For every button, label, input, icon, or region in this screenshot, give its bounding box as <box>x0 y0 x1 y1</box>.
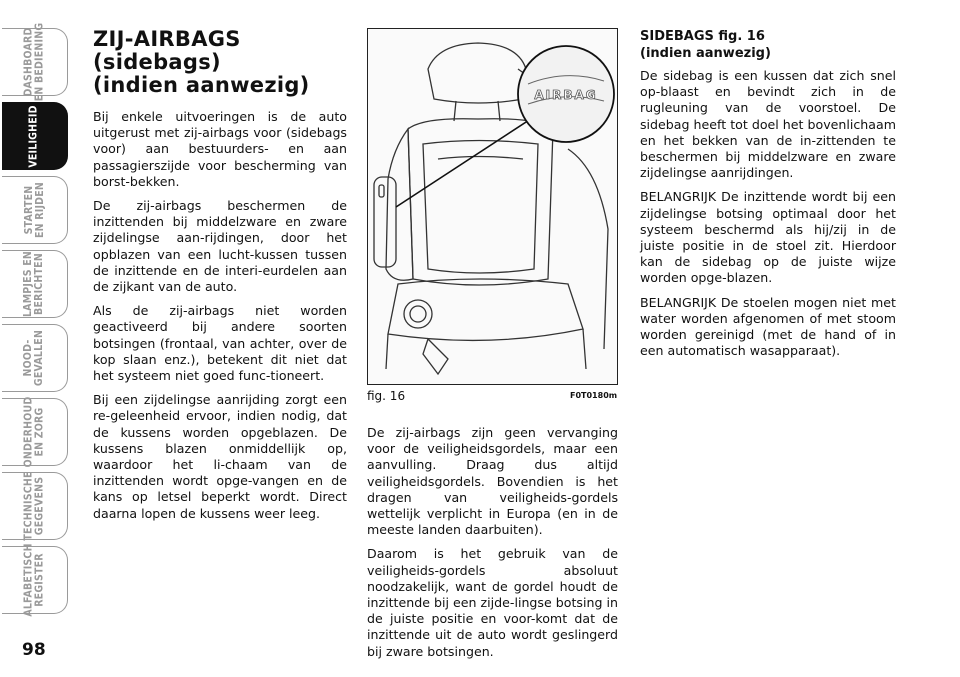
tab-onderhoud[interactable]: ONDERHOUD EN ZORG <box>2 398 68 466</box>
paragraph: Bij enkele uitvoeringen is de auto uitgerust met zij-airbags voor (sidebags voor) aan bestuurders- en aan passagierszijde voor bescherming van borst-bekken. <box>93 109 347 189</box>
column-left <box>93 28 347 530</box>
paragraph: De zij-airbags beschermen de inzittenden bij middelzware en zware zijdelingse aan-rijdingen, door het opblazen van een lucht-kussen tussen de inzittende en de interi-eurdelen aan de zijkant van de auto. <box>93 198 347 295</box>
subsection-title: SIDEBAGS fig. 16 (indien aanwezig) <box>640 29 771 61</box>
paragraph: BELANGRIJK De inzittende wordt bij een zijdelingse botsing optimaal door het systeem beschermd als hij/zij in de juiste positie in de stoel zit. Hierdoor kan de sidebag op de juiste wijze worden opge-blazen. <box>640 189 896 286</box>
paragraph: Bij een zijdelingse aanrijding zorgt een re-geleenheid ervoor, indien nodig, dat de kussens worden opgeblazen. De kussens blazen onmiddellijk op, waardoor het li-chaam van de inzittenden wordt opge-vangen en de kans op letsel beperkt wordt. Direct daarna lopen de kussens weer leeg. <box>93 392 347 521</box>
tab-veiligheid[interactable]: VEILIGHEID <box>2 102 68 170</box>
column-right <box>640 28 896 367</box>
airbag-label: AIRBAG <box>534 88 598 102</box>
paragraph: Daarom is het gebruik van de veiligheids-gordels absoluut noodzakelijk, want de gordel houdt de inzittende bij een zijde-lingse botsing in de juiste positie en voor-komt dat de inzittende uit de auto wordt geslingerd bij zware botsingen. <box>367 546 618 659</box>
figure-caption: fig. 16 <box>367 389 406 403</box>
seat-illustration <box>367 28 618 385</box>
paragraph: De sidebag is een kussen dat zich snel op-blaast en bevindt zich in de rugleuning van de voorstoel. De sidebag heeft tot doel het bovenlichaam en het bekken van de in-zittenden te beschermen bij middelzware en zware zijdelingse aanrijdingen. <box>640 68 896 181</box>
paragraph: De zij-airbags zijn geen vervanging voor de veiligheidsgordels, maar een aanvulling. Draag dus altijd veiligheidsgordels. Bovendien is het dragen van veiligheids-gordels wettelijk verplicht in Europa (en in de meeste landen daarbuiten). <box>367 425 618 538</box>
figure-code: F0T0180m <box>570 391 618 400</box>
tab-noodgevallen[interactable]: NOOD- GEVALLEN <box>2 324 68 392</box>
tab-technische[interactable]: TECHNISCHE GEGEVENS <box>2 472 68 540</box>
tab-starten[interactable]: STARTEN EN RIJDEN <box>2 176 68 244</box>
column-middle <box>367 425 618 668</box>
page-number: 98 <box>22 640 46 660</box>
section-title: ZIJ-AIRBAGS (sidebags) (indien aanwezig) <box>93 27 310 97</box>
seat-drawing <box>368 29 618 385</box>
tab-dashboard[interactable]: DASHBOARD EN BEDIENING <box>2 28 68 96</box>
paragraph: BELANGRIJK De stoelen mogen niet met water worden afgenomen of met stoom worden gereinigd (met de hand of in een automatisch wasapparaat). <box>640 294 896 359</box>
tab-register[interactable]: ALFABETISCH REGISTER <box>2 546 68 614</box>
paragraph: Als de zij-airbags niet worden geactiveerd bij andere soorten botsingen (frontaal, van achter, over de kop slaan enz.), betekent dit niet dat het systeem niet goed func-tioneert. <box>93 303 347 384</box>
tab-lampjes[interactable]: LAMPJES EN BERICHTEN <box>2 250 68 318</box>
